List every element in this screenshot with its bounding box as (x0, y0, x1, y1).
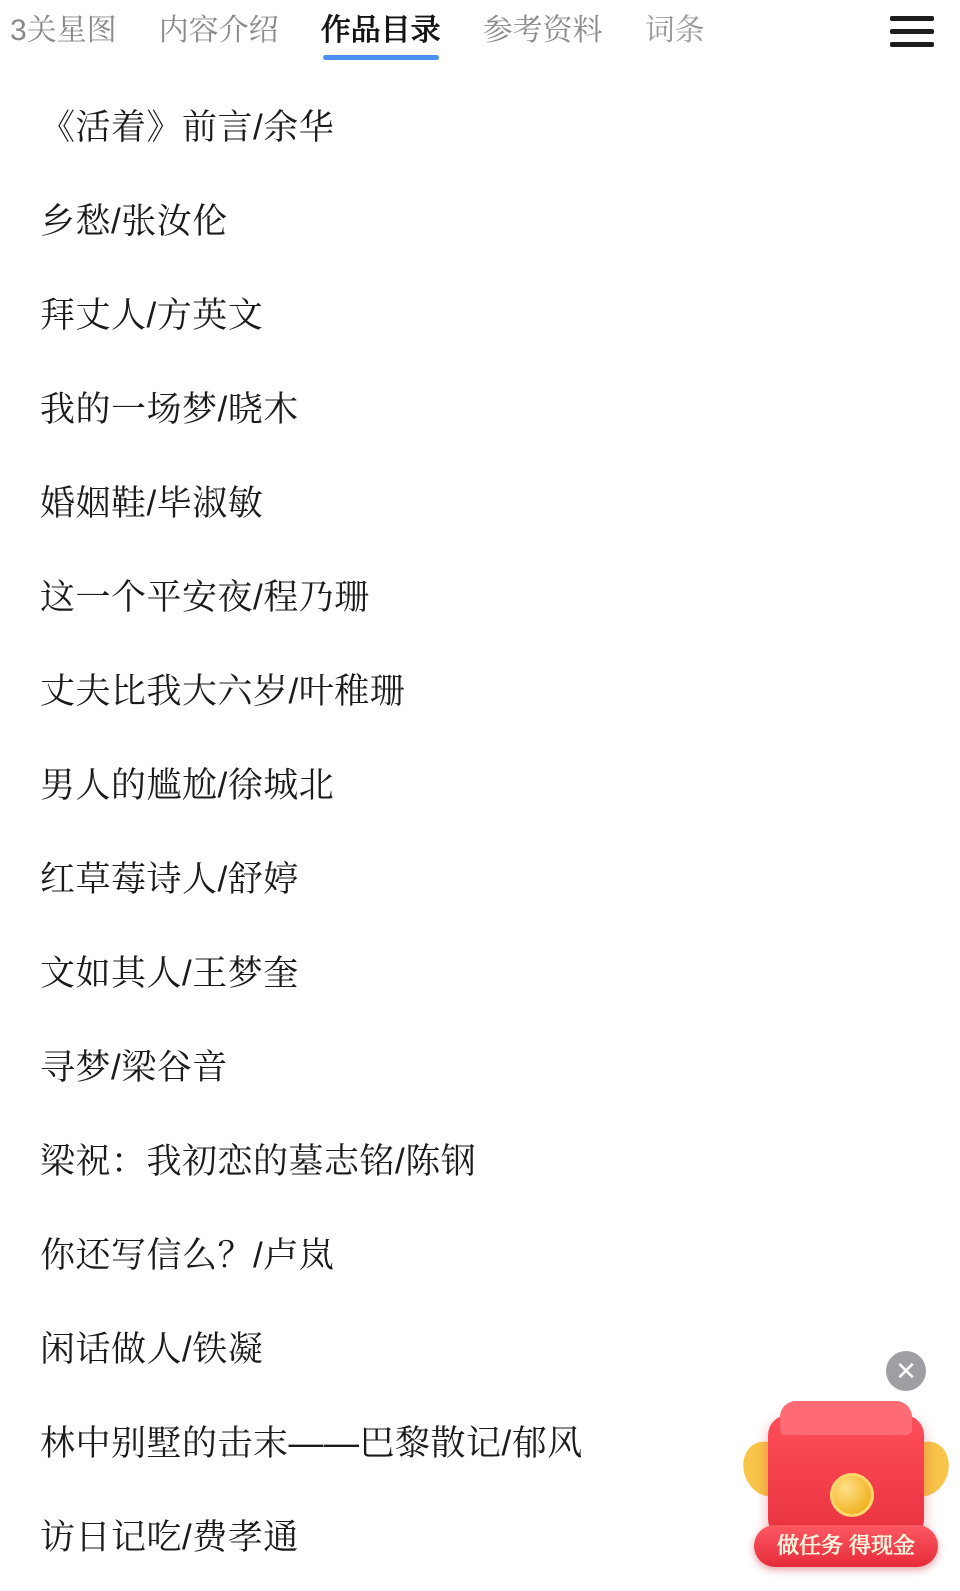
list-item[interactable]: 闲话做人/铁凝 (40, 1329, 264, 1369)
catalog-list (0, 62, 960, 1584)
list-item[interactable]: 你还写信么？/卢岚 (40, 1235, 335, 1275)
list-item[interactable]: 梁祝：我初恋的墓志铭/陈钢 (40, 1141, 477, 1181)
ad-label[interactable]: 做任务 得现金 (754, 1525, 938, 1567)
list-item[interactable]: 红草莓诗人/舒婷 (40, 859, 299, 899)
tab-content-intro[interactable]: 内容介绍 (158, 14, 279, 47)
list-item[interactable]: 林中别墅的击末——巴黎散记/郁风 (40, 1423, 583, 1463)
list-item[interactable]: 文如其人/王梦奎 (40, 953, 299, 993)
tab-star-map[interactable]: 3关星图 (10, 14, 117, 47)
list-item[interactable]: 丈夫比我大六岁/叶稚珊 (40, 671, 406, 711)
tab-entry[interactable]: 词条 (644, 14, 705, 47)
list-item[interactable]: 婚姻鞋/毕淑敏 (40, 483, 264, 523)
tab-works-catalog[interactable]: 作品目录 (321, 0, 441, 62)
close-icon[interactable]: ✕ (886, 1351, 926, 1391)
red-packet-icon (768, 1415, 924, 1539)
list-item[interactable]: 这一个平安夜/程乃珊 (40, 577, 370, 617)
list-item[interactable]: 我的一场梦/晓木 (40, 389, 299, 429)
list-item[interactable]: 乡愁/张汝伦 (40, 201, 228, 241)
list-item[interactable]: 《活着》前言/余华 (40, 107, 335, 147)
menu-line-2 (890, 29, 934, 34)
tab-references[interactable]: 参考资料 (482, 14, 603, 47)
list-item[interactable]: 男人的尴尬/徐城北 (40, 765, 335, 805)
tab-bar (0, 0, 960, 62)
coin-icon (830, 1473, 874, 1517)
list-item[interactable]: 访日记吃/费孝通 (40, 1517, 299, 1557)
list-item[interactable]: 拜丈人/方英文 (40, 295, 264, 335)
floating-ad[interactable] (758, 1356, 934, 1569)
hamburger-menu-icon[interactable] (882, 0, 942, 62)
menu-line-3 (890, 42, 934, 47)
menu-line-1 (890, 16, 934, 21)
list-item[interactable]: 寻梦/梁谷音 (40, 1047, 228, 1087)
